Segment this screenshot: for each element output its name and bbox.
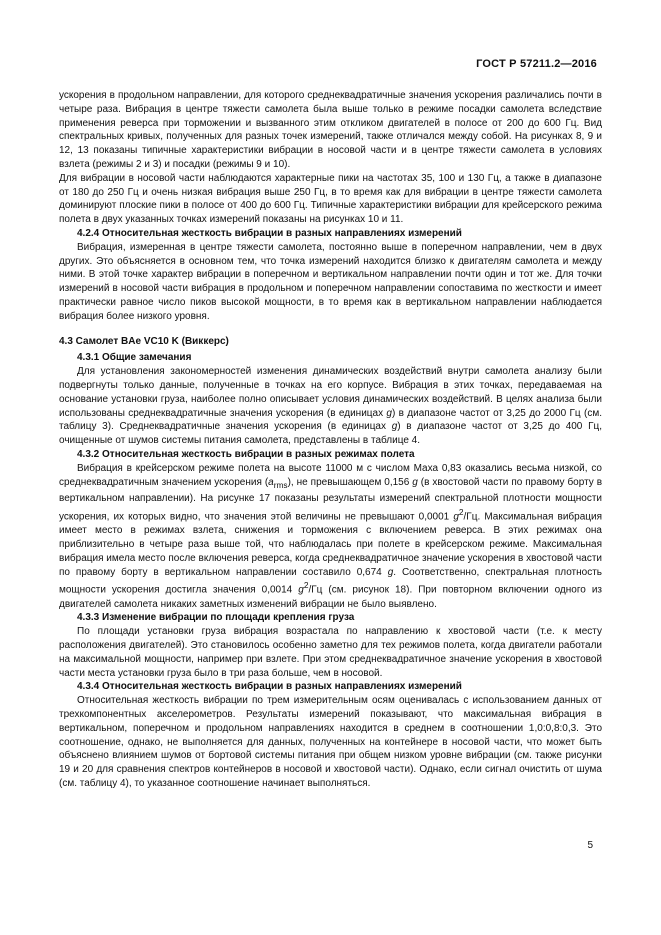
paragraph: По площади установки груза вибрация возрастала по направлению к хвостовой части (т.е. к месту расположения двигателей). Это становилось особенно заметно для тех режимов полета, когда двигатели работали на максимальной мощности, например при взлете. При этом среднеквадратичное значение ускорения в хвостовой части места установки груза было в три раза больше, чем в носовой.: [59, 626, 602, 679]
paragraph: Для вибрации в носовой части наблюдаются характерные пики на частотах 35, 100 и 130 Гц, а также в диапазоне от 180 до 250 Гц и очень низкая вибрация выше 250 Гц, в то время как для вибрации в центре тяжести самолета доминируют плоские пики в полосе от 400 до 600 Гц. Типичные характеристики вибрации для крейсерского режима полета в двух указанных точках измерений показаны на рисунках 10 и 11.: [59, 172, 602, 226]
paragraph: Вибрация, измеренная в центре тяжести самолета, постоянно выше в поперечном направлении, чем в двух других. Это объясняется в основном тем, что точка измерений находится близко к двигателям самолета и между ними. В этой точке характер вибрации в поперечном и вертикальном направлении почти один и тот же. Для точки измерений в носовой части вибрация в продольном и поперечном направлении сопоставима по жесткости и имеет практически равное число пиков высокой мощности, в то время как в вертикальном направлении наблюдается вибрация более низкого уровня.: [59, 241, 602, 322]
section-heading-4-3-2: 4.3.2 Относительная жесткость вибрации в разных режимах полета: [77, 448, 415, 460]
document-body: [59, 89, 602, 791]
section-heading-4-3-4: 4.3.4 Относительная жесткость вибрации в разных направлениях измерений: [77, 681, 462, 693]
paragraph: Вибрация в крейсерском режиме полета на высоте 11000 м с числом Маха 0,83 оказались весьма низкой, со среднеквадратичным значением ускорения $(a_{rms})$, не превышающем 0,156 g (в хвостовой части по правому борту в вертикальном направлении). На рисунке 17 показаны результаты измерений спектральной плотности мощности ускорения, их которых видно, что значения этой величины не превышают 0,0001 $g^2/Гц$. Максимальная вибрация имеет место в режимах взлета, снижения и торможения с включением реверса. В этих режимах она приблизительно в четыре раза выше той, что наблюдалась при полете в крейсерском режиме. Максимальная вибрация имела место после включения реверса, когда среднеквадратичное значение ускорения в хвостовой части по правому борту в вертикальном направлении составило 0,674 g. Соответственно, спектральная плотность мощности ускорения достигла значения 0,0014 $g^2/Гц$ (см. рисунок 18). При повторном включении одного из двигателей самолета никаких заметных изменений вибрации не было выявлено.: [59, 462, 603, 610]
page-number: 5: [587, 840, 593, 851]
section-heading-4-3-3: 4.3.3 Изменение вибрации по площади крепления груза: [77, 612, 355, 624]
paragraph: Относительная жесткость вибрации по трем измерительным осям оценивалась с использованием данных от трехкомпонентных акселерометров. Результаты измерений показывают, что максимальная вибрация в вертикальном, поперечном и продольном направлениях находится в среднем в соотношении 1,0:0,8:0,3. Это соотношение, однако, не выполняется для данных, полученных на контейнере в носовой части, что может быть объяснено влиянием шумов от бортовой системы питания при общем низком уровне вибрации (см. также рисунки 19 и 20 для сравнения спектров контейнеров в носовой и хвостовой части). Однако, если сигнал очистить от шума (см. таблицу 4), то указанное соотношение начинает выполняться.: [59, 695, 602, 789]
section-heading-4-2-4: 4.2.4 Относительная жесткость вибрации в разных направлениях измерений: [77, 227, 462, 239]
section-heading-4-3-1: 4.3.1 Общие замечания: [77, 352, 192, 364]
paragraph: Для установления закономерностей изменения динамических воздействий внутри самолета анализу были подвергнуты только данные, полученные в точках на его корпусе. Вибрация в этих точках, передаваемая на основание установки груза, наиболее полно описывает условия динамических воздействий. В целях анализа были использованы среднеквадратичные значения ускорения (в единицах g) в диапазоне частот от 3,25 до 2000 Гц (см. таблицу 3). Среднеквадратичные значения ускорения (в единицах g) в диапазоне частот от 3,25 до 400 Гц, очищенные от шумов системы питания самолета, представлены в таблице 4.: [59, 366, 602, 447]
document-id: ГОСТ Р 57211.2—2016: [476, 58, 597, 70]
paragraph: ускорения в продольном направлении, для которого среднеквадратичные значения ускорения различались почти в четыре раза. Вибрация в центре тяжести самолета была выше только в режиме посадки самолета вследствие применения реверса при торможении и вызванного этим откликом двигателей в полосе от 200 до 600 Гц. Вид спектральных кривых, полученных для разных точек измерений, также отличался между собой. На рисунках 8, 9 и 12, 13 показаны типичные характеристики вибрации в носовой части и в центре тяжести самолета в условиях взлета (режимы 2 и 3) и посадки (режимы 9 и 10).: [59, 90, 602, 170]
section-heading-4-3: 4.3 Самолет BAe VC10 K (Виккерс): [59, 335, 229, 347]
